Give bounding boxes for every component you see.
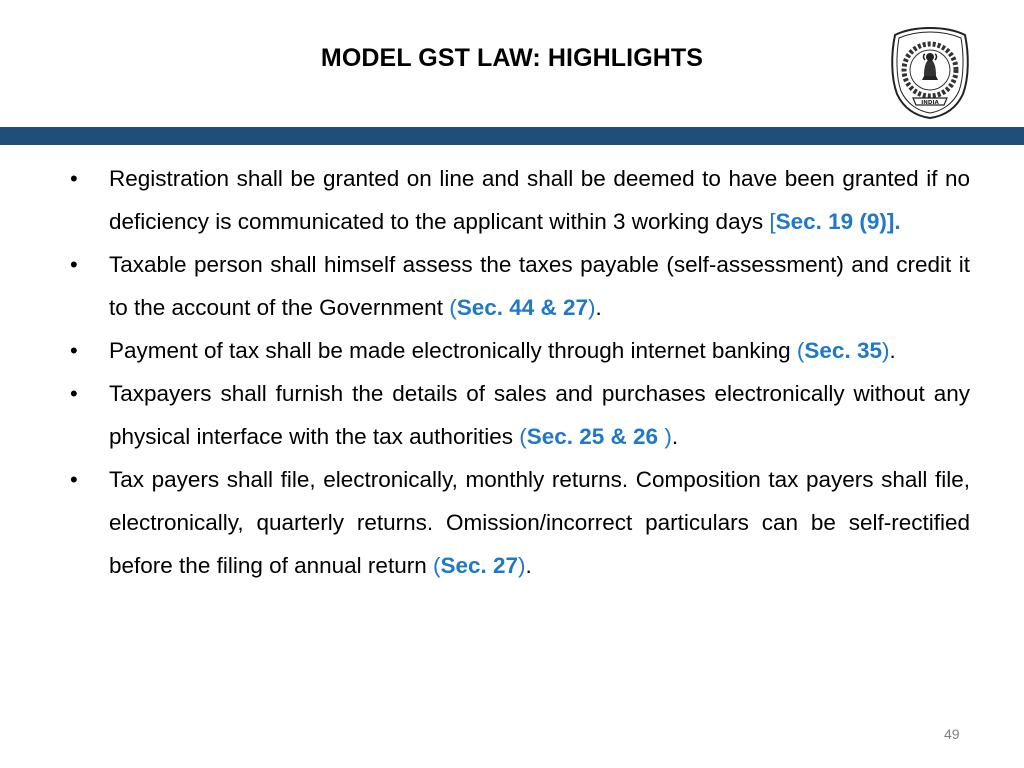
bullet-text: Registration shall be granted on line and shall be deemed to have been granted if no deficiency is communicated to the applicant within 3 working days xyxy=(109,166,970,234)
bullet-list xyxy=(68,157,970,587)
bullet-text: Payment of tax shall be made electronically through internet banking xyxy=(109,338,797,363)
section-reference: [Sec. 19 (9)]. xyxy=(769,209,901,234)
bullet-item: • Payment of tax shall be made electronically through internet banking (Sec. 35). xyxy=(68,329,970,372)
customs-emblem-icon xyxy=(889,26,971,120)
svg-text:INDIA: INDIA xyxy=(921,100,939,106)
bullet-item: • Taxable person shall himself assess the taxes payable (self-assessment) and credit it to the account of the Government (Sec. 44 & 27). xyxy=(68,243,970,329)
section-reference: (Sec. 25 & 26 ) xyxy=(519,424,672,449)
section-reference: (Sec. 27) xyxy=(432,553,526,578)
section-reference: (Sec. 35) xyxy=(796,338,890,363)
bullet-item xyxy=(68,157,970,243)
bullet-text: Tax payers shall file, electronically, monthly returns. Composition tax payers shall file, electronically, quarterly returns. Omission/incorrect particulars can be self-rectified before the filing of annual return xyxy=(109,467,970,578)
bullet-item: • Tax payers shall file, electronically, monthly returns. Composition tax payers shall file, electronically, quarterly returns. Omission/incorrect particulars can be self-rectified before the filing of annual return (Sec. 27). xyxy=(68,458,970,587)
bullet-dot: • xyxy=(70,252,78,277)
bullet-text: Taxpayers shall furnish the details of sales and purchases electronically without any physical interface with the tax authorities xyxy=(109,381,970,449)
bullet-dot: • xyxy=(70,338,78,363)
page-number: 49 xyxy=(944,726,960,742)
header-band xyxy=(0,127,1024,145)
section-reference: (Sec. 44 & 27) xyxy=(449,295,596,320)
slide-title: MODEL GST LAW: HIGHLIGHTS xyxy=(320,44,704,72)
bullet-dot: • xyxy=(70,166,78,191)
bullet-item: • Taxpayers shall furnish the details of sales and purchases electronically without any physical interface with the tax authorities (Sec. 25 & 26 ). xyxy=(68,372,970,458)
bullet-dot: • xyxy=(70,381,78,406)
bullet-text: Taxable person shall himself assess the taxes payable (self-assessment) and credit it to the account of the Government xyxy=(109,252,970,320)
bullet-dot: • xyxy=(70,467,78,492)
